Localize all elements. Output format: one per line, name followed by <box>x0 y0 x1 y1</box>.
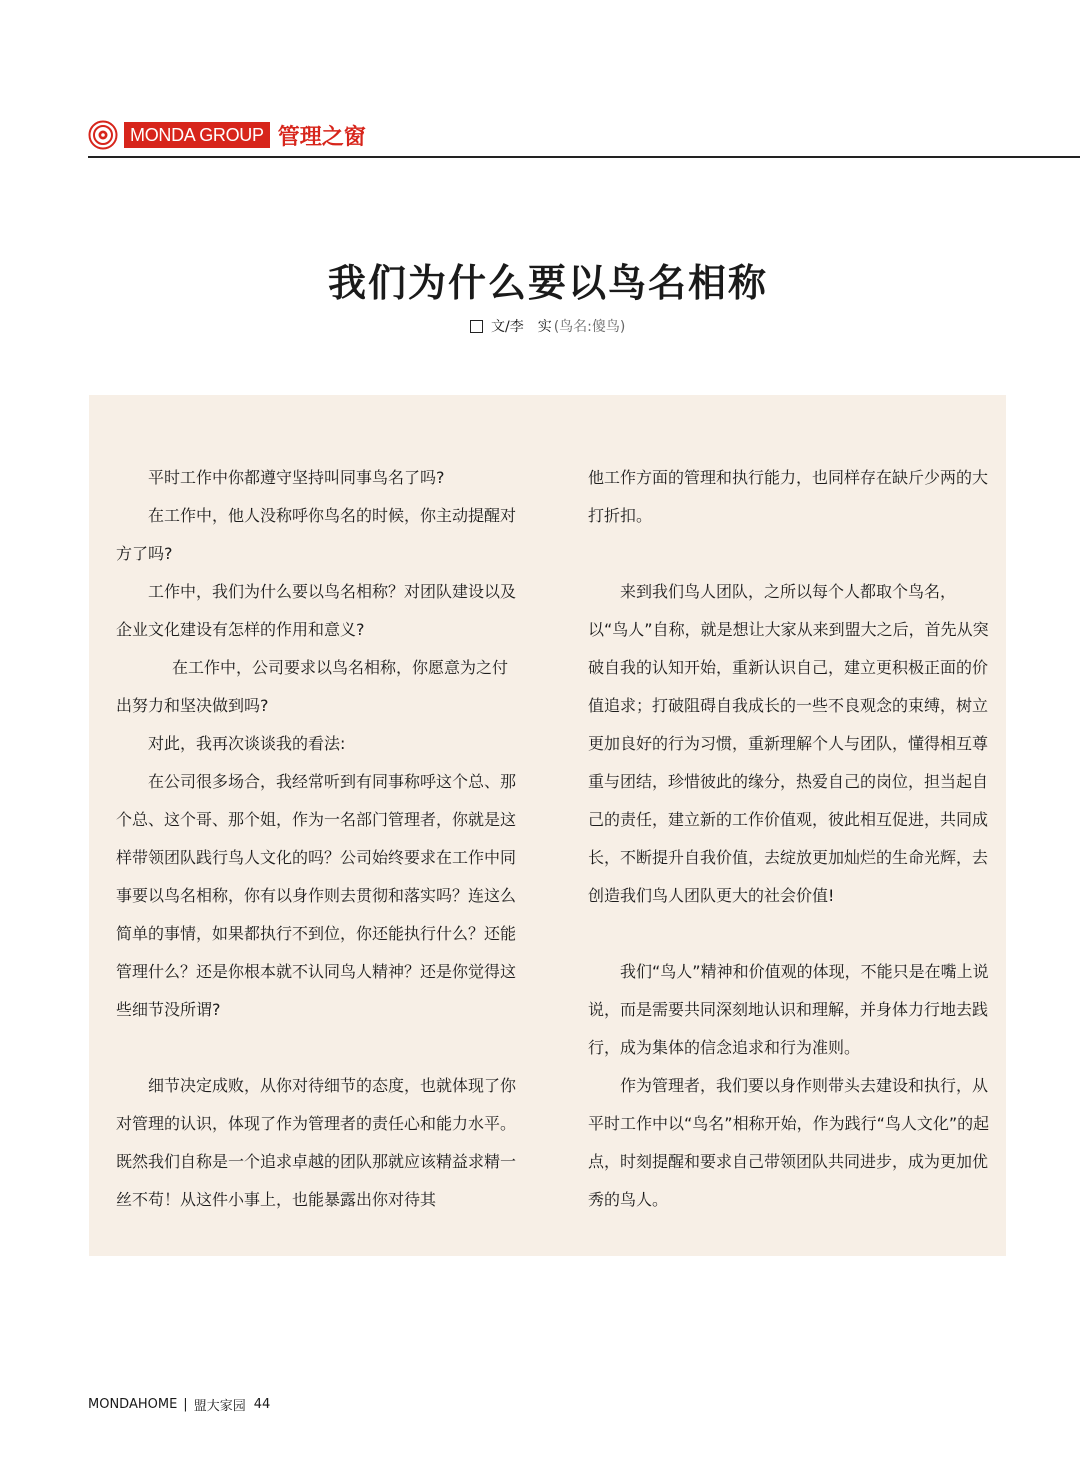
page-header <box>88 118 366 152</box>
paragraph: 来到我们鸟人团队，之所以每个人都取个鸟名，以“鸟人”自称，就是想让大家从来到盟大之后，首先从突破自我的认知开始，重新认识自己，建立更积极正面的价值追求；打破阻碍自我成长的一些不良观念的束缚，树立更加良好的行为习惯，重新理解个人与团队，懂得相互尊重与团结，珍惜彼此的缘分，热爱自己的岗位，担当起自己的责任，建立新的工作价值观，彼此相互促进，共同成长，不断提升自我价值，去绽放更加灿烂的生命光辉，去创造我们鸟人团队更大的社会价值! <box>588 582 989 905</box>
paragraph: 他工作方面的管理和执行能力，也同样存在缺斤少两的大打折扣。 <box>588 468 989 525</box>
paragraph: 细节决定成败，从你对待细节的态度，也就体现了你对管理的认识，体现了作为管理者的责任心和能力水平。既然我们自称是一个追求卓越的团队那就应该精益求精一丝不苟！从这件小事上，也能暴露出你对待其 <box>116 1076 517 1209</box>
paragraph: 平时工作中你都遵守坚持叫同事鸟名了吗? <box>148 468 445 487</box>
paragraph: 我们“鸟人”精神和价值观的体现，不能只是在嘴上说说，而是需要共同深刻地认识和理解，并身体力行地去践行，成为集体的信念追求和行为准则。 <box>588 962 989 1057</box>
paragraph: 在工作中，他人没称呼你鸟名的时候，你主动提醒对方了吗? <box>116 506 517 563</box>
paragraph-gap <box>588 915 994 953</box>
paragraph: 在工作中，公司要求以鸟名相称，你愿意为之付出努力和坚决做到吗? <box>116 658 509 715</box>
section-title: 管理之窗 <box>277 124 366 150</box>
header-rule <box>88 156 1080 158</box>
right-column <box>588 459 994 1219</box>
magazine-name-cn: 盟大家园 <box>193 1399 246 1414</box>
byline-author: 文/李 实 <box>491 319 552 335</box>
left-column <box>116 459 522 1219</box>
brand-label: MONDA GROUP <box>124 122 270 148</box>
footer-separator: | <box>183 1397 188 1412</box>
page-number: 44 <box>253 1397 271 1412</box>
paragraph-gap <box>116 1029 522 1067</box>
paragraph: 工作中，我们为什么要以鸟名相称？对团队建设以及企业文化建设有怎样的作用和意义? <box>116 582 517 639</box>
paragraph-gap <box>588 535 994 573</box>
page-footer <box>88 1395 270 1414</box>
article-title: 我们为什么要以鸟名相称 <box>327 261 768 305</box>
square-icon <box>470 320 483 333</box>
paragraph: 在公司很多场合，我经常听到有同事称呼这个总、那个总、这个哥、那个姐，作为一名部门管理者，你就是这样带领团队践行鸟人文化的吗？公司始终要求在工作中同事要以鸟名相称，你有以身作则去贯彻和落实吗？连这么简单的事情，如果都执行不到位，你还能执行什么？还能管理什么？还是你根本就不认同鸟人精神？还是你觉得这些细节没所谓? <box>116 772 517 1019</box>
paragraph: 对此，我再次谈谈我的看法: <box>148 734 346 753</box>
byline-alias: (鸟名:傻鸟) <box>553 319 626 335</box>
byline <box>470 316 625 336</box>
monda-logo-icon <box>88 120 118 150</box>
magazine-name: MONDAHOME <box>88 1397 178 1412</box>
paragraph: 作为管理者，我们要以身作则带头去建设和执行，从平时工作中以“鸟名”相称开始，作为践行“鸟人文化”的起点，时刻提醒和要求自己带领团队共同进步，成为更加优秀的鸟人。 <box>588 1076 990 1209</box>
